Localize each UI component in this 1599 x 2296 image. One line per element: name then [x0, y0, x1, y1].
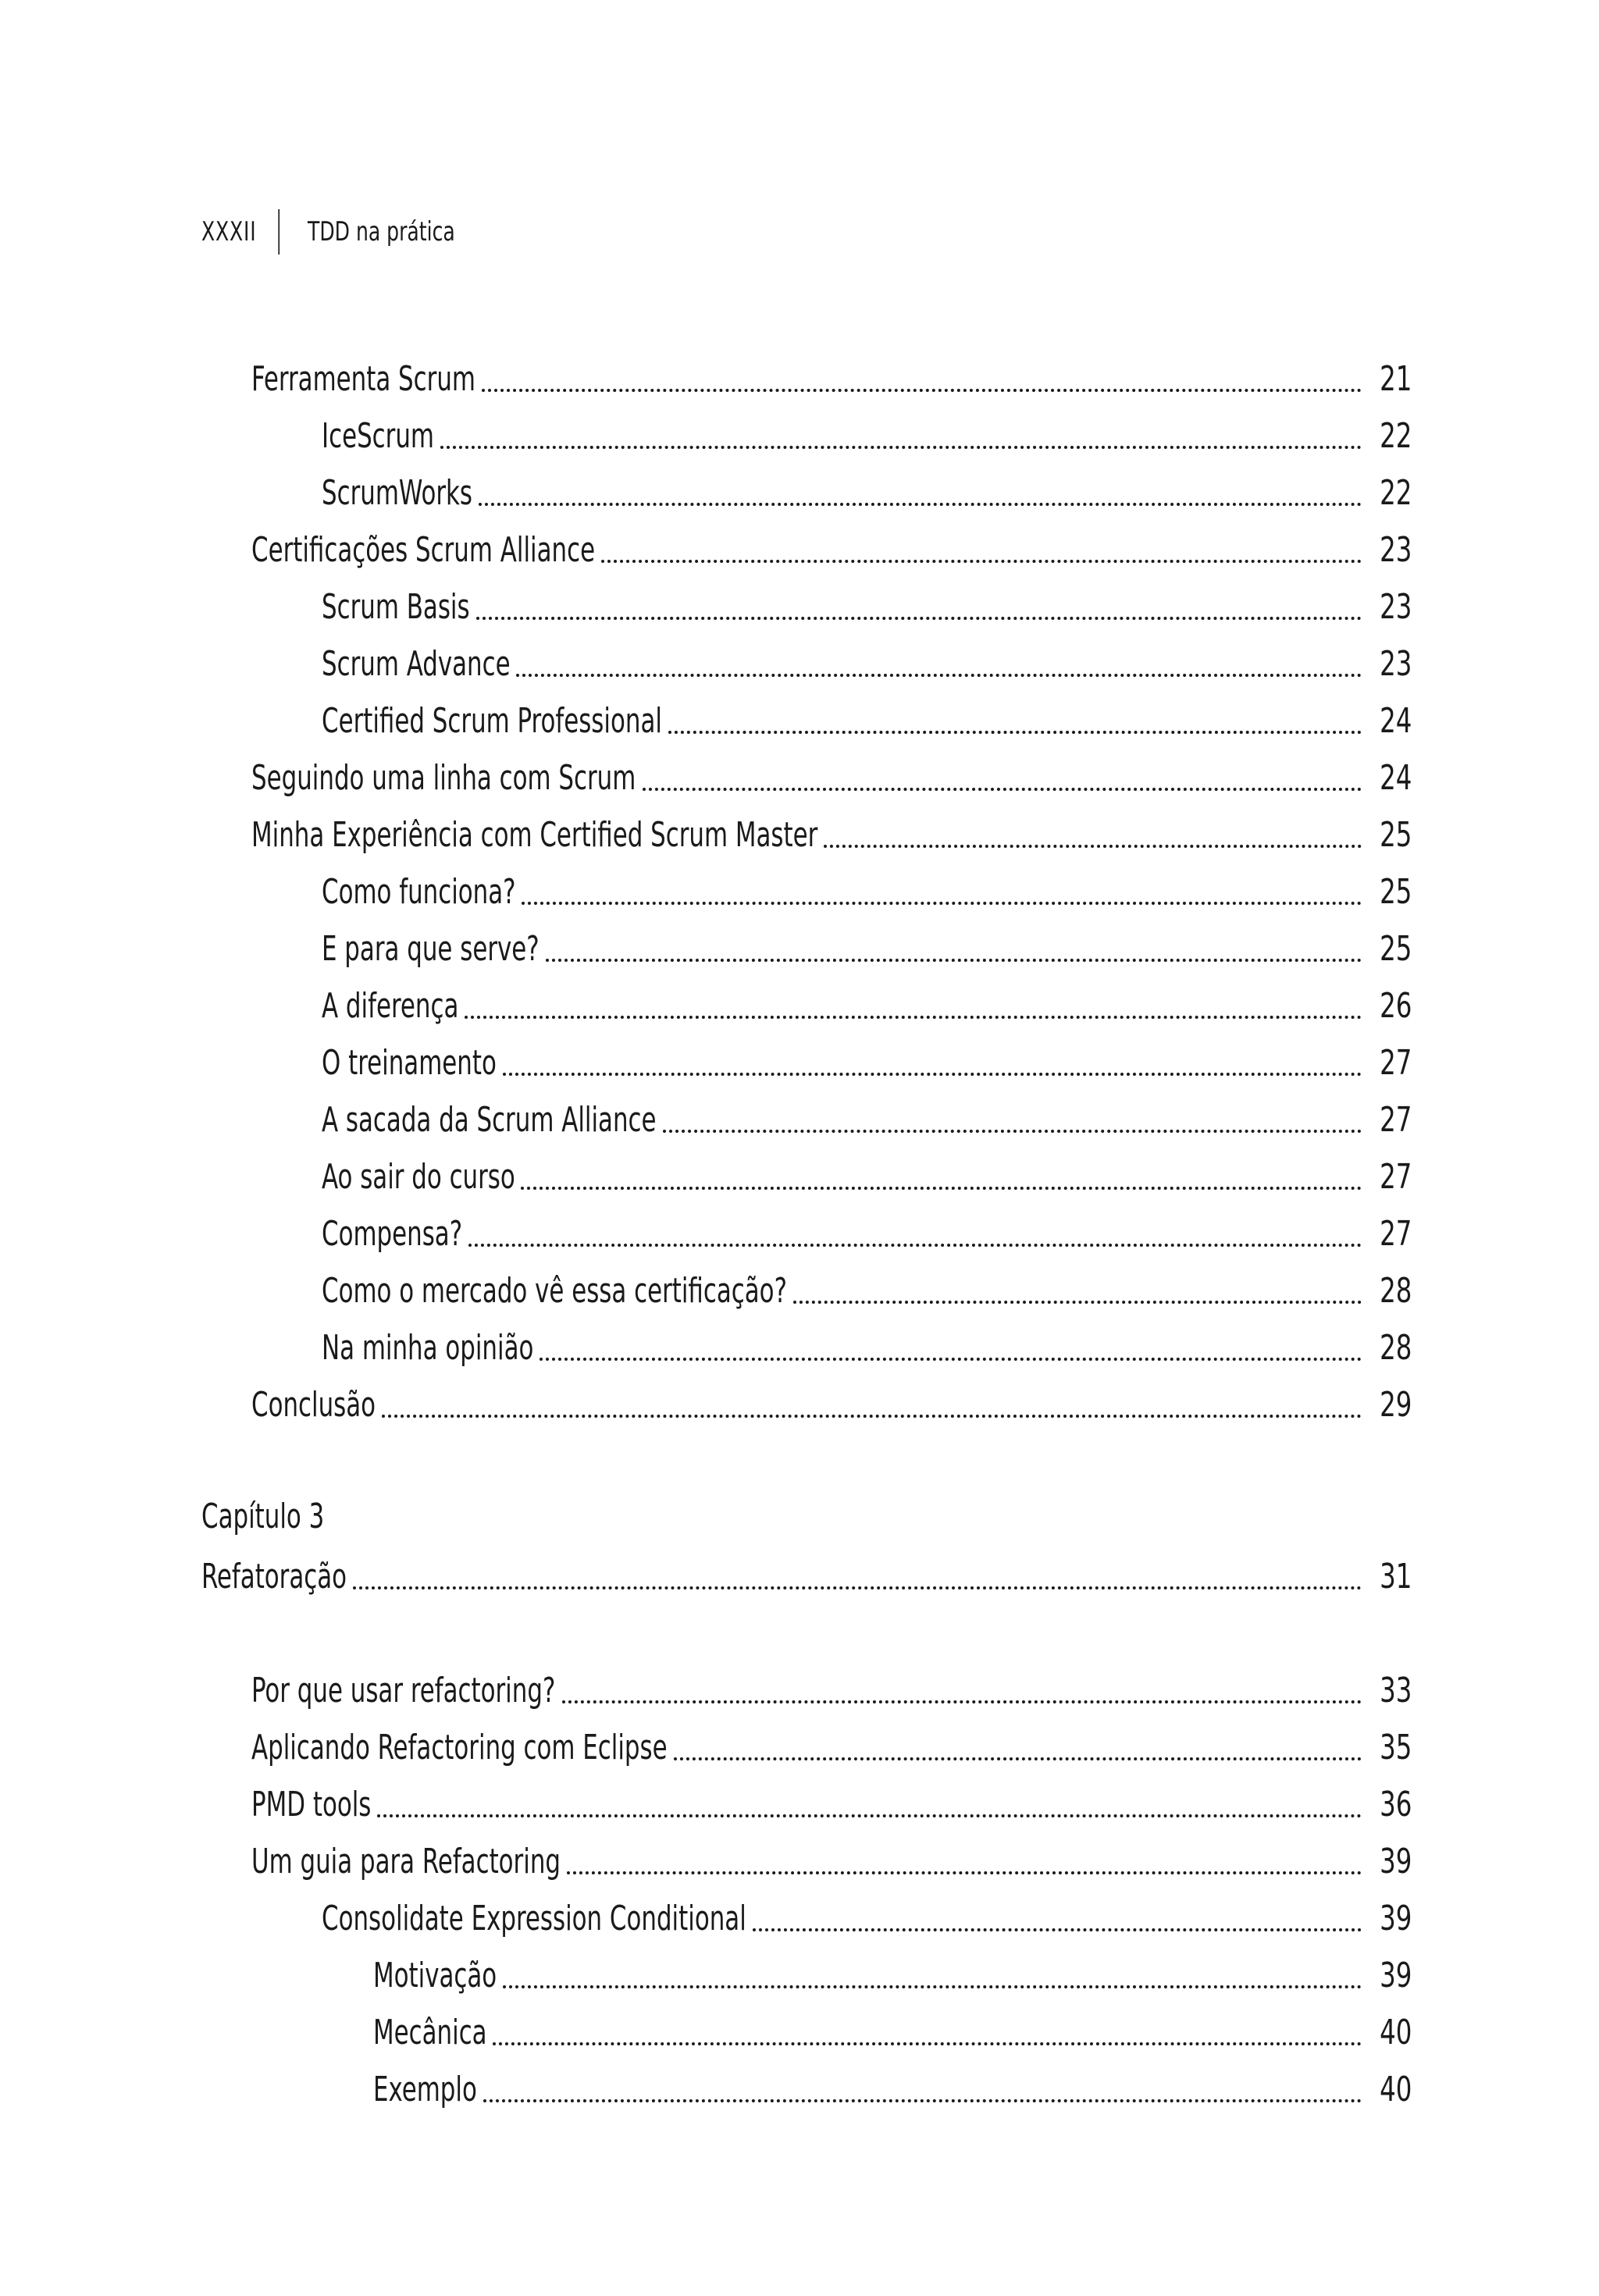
toc-leader-dots — [601, 560, 1361, 563]
toc-entry[interactable] — [322, 1095, 1412, 1142]
toc-entry-page: 22 — [1379, 473, 1412, 513]
toc-entry-label: Scrum Advance — [322, 644, 511, 684]
toc-entry-page: 25 — [1379, 929, 1412, 969]
running-head — [201, 209, 455, 255]
toc-leader-dots — [503, 1985, 1362, 1988]
toc-chapter-entry[interactable] — [201, 1552, 1412, 1599]
toc-entry-label: Compensa? — [322, 1214, 463, 1254]
toc-entry-page: 27 — [1379, 1100, 1412, 1140]
toc-leader-dots — [643, 788, 1362, 791]
toc-leader-dots — [663, 1130, 1362, 1133]
toc-entry[interactable] — [322, 924, 1412, 971]
toc-entry[interactable] — [322, 696, 1412, 743]
toc-entry-label: Minha Experiência com Certified Scrum Master — [251, 815, 818, 855]
toc-entry-page: 26 — [1379, 986, 1412, 1026]
toc-entry[interactable] — [251, 354, 1412, 401]
toc-entry-label: Mecânica — [373, 2013, 487, 2052]
toc-entry[interactable] — [322, 1266, 1412, 1313]
toc-entry-page: 39 — [1379, 1842, 1412, 1881]
toc-entry-label: Por que usar refactoring? — [251, 1671, 556, 1710]
toc-entry-page: 23 — [1379, 587, 1412, 627]
toc-entry-label: Consolidate Expression Conditional — [322, 1899, 746, 1938]
toc-entry[interactable] — [251, 525, 1412, 572]
toc-entry-label: E para que serve? — [322, 929, 540, 969]
toc-leader-dots — [479, 503, 1361, 506]
toc-entry-label: Na minha opinião — [322, 1328, 534, 1368]
toc-leader-dots — [468, 1244, 1362, 1247]
toc-entry-page: 27 — [1379, 1157, 1412, 1197]
toc-leader-dots — [674, 1757, 1362, 1760]
toc-entry-label: A sacada da Scrum Alliance — [322, 1100, 657, 1140]
toc-leader-dots — [476, 617, 1362, 620]
toc-leader-dots — [540, 1358, 1361, 1361]
toc-entry-page: 36 — [1379, 1785, 1412, 1824]
toc-leader-dots — [793, 1301, 1362, 1304]
toc-leader-dots — [668, 731, 1362, 734]
toc-entry-label: Certificações Scrum Alliance — [251, 530, 596, 570]
toc-entry[interactable] — [322, 1323, 1412, 1370]
toc-entry-page: 35 — [1379, 1728, 1412, 1767]
toc-leader-dots — [503, 1073, 1362, 1076]
toc-entry-page: 40 — [1379, 2070, 1412, 2109]
toc-entry[interactable] — [251, 753, 1412, 800]
toc-entry-page: 39 — [1379, 1956, 1412, 1995]
toc-leader-dots — [377, 1814, 1362, 1817]
toc-entry[interactable] — [322, 582, 1412, 629]
toc-entry-label: Conclusão — [251, 1385, 376, 1425]
toc-entry-label: Certified Scrum Professional — [322, 701, 662, 741]
toc-leader-dots — [382, 1415, 1362, 1418]
toc-leader-dots — [824, 845, 1361, 848]
toc-entry-page: 27 — [1379, 1214, 1412, 1254]
toc-entry-page: 25 — [1379, 815, 1412, 855]
toc-leader-dots — [516, 674, 1361, 677]
chapter-heading: Capítulo 3 — [201, 1497, 325, 1536]
toc-entry-label: A diferença — [322, 986, 459, 1026]
toc-entry-page: 23 — [1379, 530, 1412, 570]
toc-entry[interactable] — [322, 1209, 1412, 1256]
toc-entry[interactable] — [251, 1380, 1412, 1427]
toc-leader-dots — [567, 1871, 1362, 1874]
toc-leader-dots — [465, 1016, 1361, 1019]
toc-entry-page: 23 — [1379, 644, 1412, 684]
toc-entry[interactable] — [322, 411, 1412, 458]
toc-entry[interactable] — [373, 2008, 1412, 2055]
toc-entry-label: Seguindo uma linha com Scrum — [251, 758, 636, 798]
toc-entry[interactable] — [322, 867, 1412, 914]
toc-entry[interactable] — [251, 1723, 1412, 1770]
toc-entry[interactable] — [322, 1038, 1412, 1085]
toc-entry[interactable] — [373, 2065, 1412, 2112]
header-divider — [278, 209, 280, 255]
toc-entry[interactable] — [373, 1951, 1412, 1998]
toc-leader-dots — [521, 1187, 1361, 1190]
toc-entry-page: 28 — [1379, 1271, 1412, 1311]
toc-leader-dots — [562, 1700, 1362, 1703]
toc-leader-dots — [753, 1928, 1362, 1931]
toc-leader-dots — [493, 2042, 1361, 2045]
toc-entry-page: 24 — [1379, 701, 1412, 741]
page-folio: XXXII — [201, 216, 257, 247]
toc-leader-dots — [440, 446, 1362, 449]
toc-entry[interactable] — [251, 1666, 1412, 1713]
toc-entry[interactable] — [322, 1152, 1412, 1199]
toc-entry[interactable] — [322, 981, 1412, 1028]
toc-entry-page: 33 — [1379, 1671, 1412, 1710]
toc-entry-page: 25 — [1379, 872, 1412, 912]
toc-entry-label: Ferramenta Scrum — [251, 359, 475, 399]
toc-chapter-page: 31 — [1379, 1557, 1412, 1597]
toc-entry-page: 40 — [1379, 2013, 1412, 2052]
toc-entry[interactable] — [322, 1894, 1412, 1941]
toc-entry-label: Scrum Basis — [322, 587, 470, 627]
toc-entry-page: 22 — [1379, 416, 1412, 456]
toc-entry-label: Como funciona? — [322, 872, 516, 912]
toc-entry-label: O treinamento — [322, 1043, 497, 1083]
toc-entry-page: 29 — [1379, 1385, 1412, 1425]
toc-entry-label: Motivação — [373, 1956, 497, 1995]
toc-leader-dots — [522, 902, 1361, 905]
toc-entry-label: Aplicando Refactoring com Eclipse — [251, 1728, 668, 1767]
toc-entry-page: 39 — [1379, 1899, 1412, 1938]
toc-entry[interactable] — [251, 1837, 1412, 1884]
toc-chapter-title: Refatoração — [201, 1557, 347, 1597]
toc-entry[interactable] — [322, 468, 1412, 515]
toc-entry-label: Como o mercado vê essa certificação? — [322, 1271, 787, 1311]
toc-entry[interactable] — [251, 1780, 1412, 1827]
toc-entry-page: 21 — [1379, 359, 1412, 399]
toc-entry-label: ScrumWorks — [322, 473, 472, 513]
toc-leader-dots — [482, 389, 1362, 392]
toc-entry-page: 28 — [1379, 1328, 1412, 1368]
toc-entry[interactable] — [251, 810, 1412, 857]
toc-entry-page: 27 — [1379, 1043, 1412, 1083]
toc-entry[interactable] — [322, 639, 1412, 686]
toc-entry-label: Ao sair do curso — [322, 1157, 515, 1197]
toc-leader-dots — [483, 2099, 1361, 2102]
toc-leader-dots — [546, 959, 1362, 962]
toc-entry-label: Um guia para Refactoring — [251, 1842, 561, 1881]
toc-leader-dots — [353, 1586, 1362, 1589]
toc-entry-page: 24 — [1379, 758, 1412, 798]
running-head-title: TDD na prática — [308, 216, 455, 247]
toc-entry-label: Exemplo — [373, 2070, 477, 2109]
toc-entry-label: IceScrum — [322, 416, 435, 456]
toc-entry-label: PMD tools — [251, 1785, 372, 1824]
